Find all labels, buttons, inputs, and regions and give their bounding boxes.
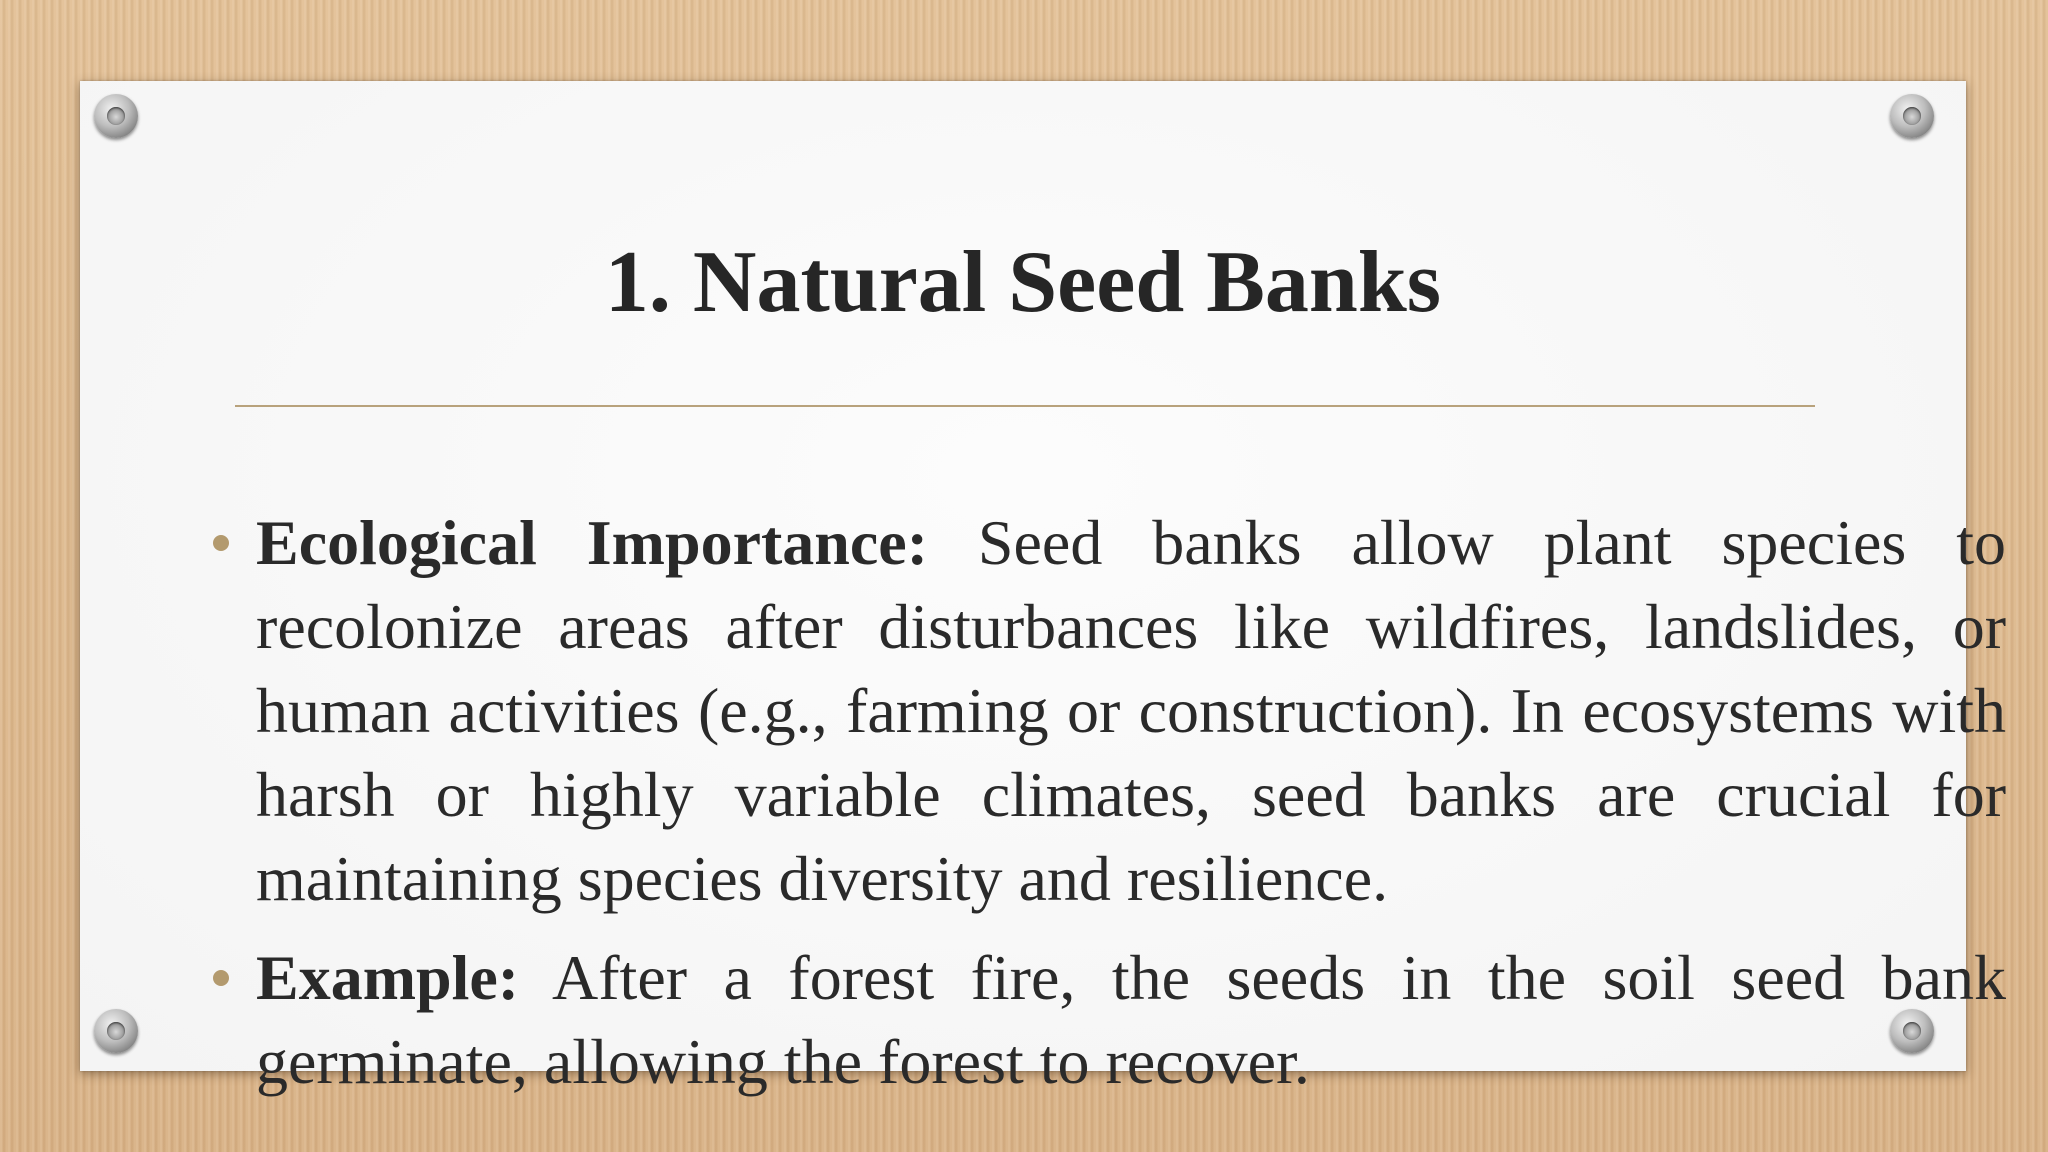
grommet-icon-top-right xyxy=(1890,94,1934,138)
grommet-icon-bottom-left xyxy=(94,1009,138,1053)
bullet-text: After a forest fire, the seeds in the soil seed bank germinate, allowing the forest to recover. xyxy=(256,942,2006,1097)
bullet-label: Example: xyxy=(256,942,520,1013)
title-divider xyxy=(235,405,1815,407)
bullet-list xyxy=(176,501,2006,1119)
bullet-text: Seed banks allow plant species to recolonize areas after disturbances like wildfires, landslides, or human activities (e.g., farming or construction). In ecosystems with harsh or highly variable climates, seed banks are crucial for maintaining species diversity and resilience. xyxy=(256,507,2007,914)
bullet-item-example xyxy=(176,936,2006,1104)
bullet-item-ecological-importance xyxy=(176,501,2006,921)
bullet-dot-icon xyxy=(213,535,229,551)
bullet-dot-icon xyxy=(213,970,229,986)
bullet-label: Ecological Importance: xyxy=(256,507,929,578)
slide-title: 1. Natural Seed Banks xyxy=(604,234,1442,331)
grommet-icon-top-left xyxy=(94,94,138,138)
slide-card xyxy=(80,81,2007,1097)
